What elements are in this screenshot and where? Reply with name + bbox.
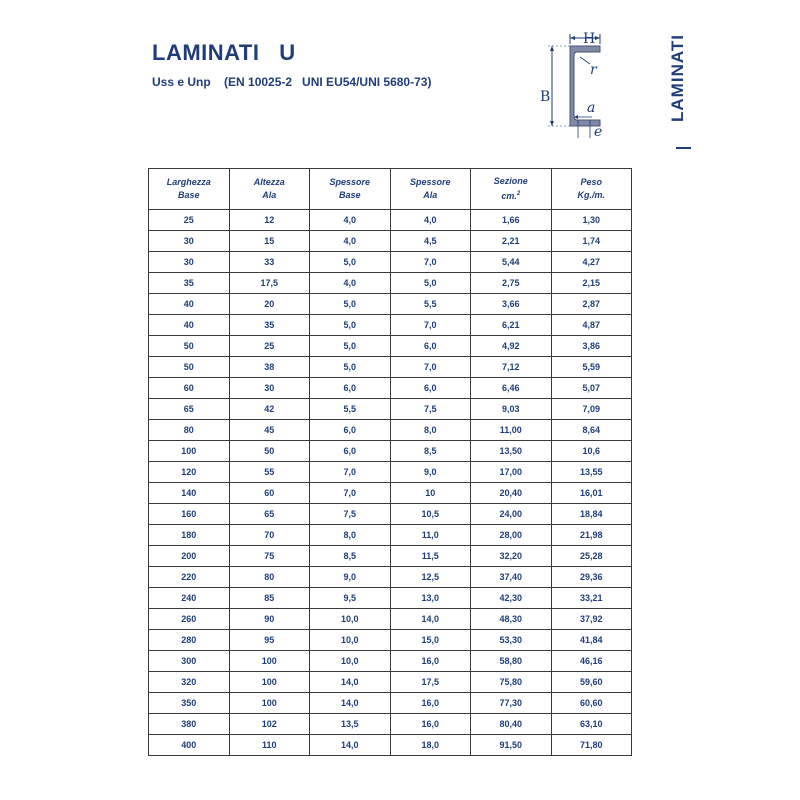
table-row — [149, 693, 632, 714]
table-cell: 50 — [149, 357, 230, 378]
table-cell: 25 — [229, 336, 310, 357]
table-cell: 102 — [229, 714, 310, 735]
table-cell: 5,0 — [390, 273, 471, 294]
table-cell: 3,86 — [551, 336, 632, 357]
table-cell: 25 — [149, 210, 230, 231]
table-cell: 10,0 — [310, 609, 391, 630]
table-cell: 65 — [229, 504, 310, 525]
table-cell: 5,0 — [310, 357, 391, 378]
table-cell: 71,80 — [551, 735, 632, 756]
table-cell: 37,40 — [471, 567, 552, 588]
table-row — [149, 441, 632, 462]
table-cell: 5,0 — [310, 294, 391, 315]
side-label-underline — [676, 147, 691, 149]
table-cell: 75,80 — [471, 672, 552, 693]
table-cell: 30 — [149, 252, 230, 273]
table-cell: 7,0 — [310, 462, 391, 483]
table-cell: 16,0 — [390, 714, 471, 735]
table-cell: 7,5 — [310, 504, 391, 525]
table-cell: 2,15 — [551, 273, 632, 294]
table-cell: 80 — [229, 567, 310, 588]
label-r: r — [590, 62, 597, 78]
table-cell: 37,92 — [551, 609, 632, 630]
table-cell: 140 — [149, 483, 230, 504]
table-cell: 41,84 — [551, 630, 632, 651]
table-cell: 4,0 — [310, 273, 391, 294]
table-cell: 40 — [149, 294, 230, 315]
column-header: Spessore Ala — [390, 169, 471, 210]
table-row — [149, 462, 632, 483]
table-cell: 25,28 — [551, 546, 632, 567]
page-title: LAMINATI U — [152, 40, 296, 65]
table-cell: 14,0 — [310, 693, 391, 714]
table-cell: 8,5 — [310, 546, 391, 567]
table-cell: 8,0 — [310, 525, 391, 546]
table-cell: 4,0 — [310, 210, 391, 231]
table-row — [149, 336, 632, 357]
column-header: Peso Kg./m. — [551, 169, 632, 210]
table-cell: 100 — [229, 693, 310, 714]
table-cell: 11,5 — [390, 546, 471, 567]
label-h: H — [583, 31, 596, 47]
table-cell: 100 — [149, 441, 230, 462]
column-header: Larghezza Base — [149, 169, 230, 210]
table-cell: 4,27 — [551, 252, 632, 273]
table-cell: 7,0 — [310, 483, 391, 504]
table-row — [149, 420, 632, 441]
table-cell: 10,0 — [310, 651, 391, 672]
table-cell: 2,75 — [471, 273, 552, 294]
table-cell: 17,5 — [390, 672, 471, 693]
table-cell: 1,66 — [471, 210, 552, 231]
table-cell: 70 — [229, 525, 310, 546]
table-row — [149, 672, 632, 693]
table-row — [149, 651, 632, 672]
table-cell: 33 — [229, 252, 310, 273]
table-cell: 100 — [229, 651, 310, 672]
table-cell: 30 — [149, 231, 230, 252]
table-cell: 4,87 — [551, 315, 632, 336]
table-cell: 100 — [229, 672, 310, 693]
table-cell: 6,46 — [471, 378, 552, 399]
table-cell: 6,0 — [310, 441, 391, 462]
profile-table — [148, 168, 632, 756]
table-cell: 38 — [229, 357, 310, 378]
table-cell: 5,5 — [390, 294, 471, 315]
table-cell: 10,0 — [310, 630, 391, 651]
table-cell: 13,55 — [551, 462, 632, 483]
table-row — [149, 357, 632, 378]
table-cell: 8,64 — [551, 420, 632, 441]
table-cell: 5,59 — [551, 357, 632, 378]
table-cell: 240 — [149, 588, 230, 609]
column-header: Spessore Base — [310, 169, 391, 210]
table-cell: 18,84 — [551, 504, 632, 525]
table-cell: 5,0 — [310, 315, 391, 336]
table-cell: 85 — [229, 588, 310, 609]
table-row — [149, 210, 632, 231]
table-row — [149, 630, 632, 651]
table-cell: 80 — [149, 420, 230, 441]
table-cell: 60,60 — [551, 693, 632, 714]
table-cell: 20,40 — [471, 483, 552, 504]
table-cell: 48,30 — [471, 609, 552, 630]
table-cell: 53,30 — [471, 630, 552, 651]
table-row — [149, 483, 632, 504]
table-cell: 180 — [149, 525, 230, 546]
table-cell: 7,09 — [551, 399, 632, 420]
table-cell: 58,80 — [471, 651, 552, 672]
table-cell: 2,21 — [471, 231, 552, 252]
table-cell: 17,5 — [229, 273, 310, 294]
u-channel-diagram — [540, 26, 630, 154]
table-cell: 29,36 — [551, 567, 632, 588]
table-cell: 14,0 — [310, 672, 391, 693]
table-cell: 120 — [149, 462, 230, 483]
table-cell: 9,0 — [390, 462, 471, 483]
label-a: a — [587, 100, 596, 116]
table-cell: 77,30 — [471, 693, 552, 714]
table-cell: 5,07 — [551, 378, 632, 399]
table-row — [149, 399, 632, 420]
table-cell: 10,5 — [390, 504, 471, 525]
table-cell: 33,21 — [551, 588, 632, 609]
table-cell: 91,50 — [471, 735, 552, 756]
table-cell: 350 — [149, 693, 230, 714]
table-cell: 46,16 — [551, 651, 632, 672]
table-cell: 12 — [229, 210, 310, 231]
table-row — [149, 273, 632, 294]
table-cell: 6,0 — [310, 420, 391, 441]
table-row — [149, 294, 632, 315]
table-cell: 4,92 — [471, 336, 552, 357]
table-cell: 300 — [149, 651, 230, 672]
table-cell: 380 — [149, 714, 230, 735]
column-header: Altezza Ala — [229, 169, 310, 210]
table-cell: 160 — [149, 504, 230, 525]
table-row — [149, 525, 632, 546]
table-cell: 20 — [229, 294, 310, 315]
table-row — [149, 567, 632, 588]
table-cell: 7,12 — [471, 357, 552, 378]
table-row — [149, 252, 632, 273]
u-channel-profile — [570, 46, 600, 126]
table-cell: 7,0 — [390, 357, 471, 378]
table-cell: 1,30 — [551, 210, 632, 231]
table-cell: 280 — [149, 630, 230, 651]
table-row — [149, 609, 632, 630]
table-cell: 6,0 — [390, 336, 471, 357]
table-cell: 21,98 — [551, 525, 632, 546]
table-row — [149, 504, 632, 525]
table-cell: 15,0 — [390, 630, 471, 651]
table-cell: 13,50 — [471, 441, 552, 462]
table-cell: 220 — [149, 567, 230, 588]
table-cell: 40 — [149, 315, 230, 336]
label-e: e — [594, 124, 603, 140]
table-cell: 4,5 — [390, 231, 471, 252]
table-cell: 200 — [149, 546, 230, 567]
table-cell: 9,0 — [310, 567, 391, 588]
table-row — [149, 714, 632, 735]
table-cell: 18,0 — [390, 735, 471, 756]
table-cell: 8,0 — [390, 420, 471, 441]
table-cell: 16,0 — [390, 651, 471, 672]
table-cell: 110 — [229, 735, 310, 756]
table-cell: 2,87 — [551, 294, 632, 315]
table-cell: 95 — [229, 630, 310, 651]
side-label: LAMINATI — [668, 34, 688, 122]
table-row — [149, 735, 632, 756]
table-cell: 50 — [229, 441, 310, 462]
table-cell: 42,30 — [471, 588, 552, 609]
table-cell: 14,0 — [310, 735, 391, 756]
table-cell: 59,60 — [551, 672, 632, 693]
table-cell: 12,5 — [390, 567, 471, 588]
table-row — [149, 546, 632, 567]
table-cell: 1,74 — [551, 231, 632, 252]
table-cell: 6,21 — [471, 315, 552, 336]
table-cell: 42 — [229, 399, 310, 420]
table-cell: 5,0 — [310, 336, 391, 357]
table-cell: 13,5 — [310, 714, 391, 735]
table-cell: 10,6 — [551, 441, 632, 462]
table-row — [149, 315, 632, 336]
table-cell: 30 — [229, 378, 310, 399]
table-cell: 3,66 — [471, 294, 552, 315]
page-subtitle: Uss e Unp (EN 10025-2 UNI EU54/UNI 5680-73) — [152, 75, 432, 89]
table-cell: 11,0 — [390, 525, 471, 546]
table-cell: 8,5 — [390, 441, 471, 462]
table-cell: 5,5 — [310, 399, 391, 420]
table-cell: 35 — [149, 273, 230, 294]
table-cell: 15 — [229, 231, 310, 252]
column-header: Sezione cm.$^2$ — [471, 169, 552, 210]
table-cell: 90 — [229, 609, 310, 630]
table-cell: 6,0 — [310, 378, 391, 399]
table-cell: 4,0 — [390, 210, 471, 231]
table-cell: 16,01 — [551, 483, 632, 504]
table-cell: 320 — [149, 672, 230, 693]
table-cell: 55 — [229, 462, 310, 483]
table-cell: 60 — [229, 483, 310, 504]
table-cell: 7,5 — [390, 399, 471, 420]
table-cell: 24,00 — [471, 504, 552, 525]
table-cell: 7,0 — [390, 315, 471, 336]
table-cell: 28,00 — [471, 525, 552, 546]
table-cell: 32,20 — [471, 546, 552, 567]
table-row — [149, 231, 632, 252]
table-cell: 60 — [149, 378, 230, 399]
table-cell: 50 — [149, 336, 230, 357]
table-cell: 45 — [229, 420, 310, 441]
label-b: B — [540, 89, 551, 105]
table-cell: 260 — [149, 609, 230, 630]
table-cell: 9,5 — [310, 588, 391, 609]
table-cell: 5,44 — [471, 252, 552, 273]
table-cell: 35 — [229, 315, 310, 336]
table-cell: 65 — [149, 399, 230, 420]
table-header-row — [149, 169, 632, 210]
table-cell: 17,00 — [471, 462, 552, 483]
table-cell: 11,00 — [471, 420, 552, 441]
table-cell: 75 — [229, 546, 310, 567]
table-cell: 7,0 — [390, 252, 471, 273]
table-cell: 9,03 — [471, 399, 552, 420]
table-cell: 6,0 — [390, 378, 471, 399]
table-cell: 4,0 — [310, 231, 391, 252]
table-cell: 10 — [390, 483, 471, 504]
table-cell: 400 — [149, 735, 230, 756]
table-cell: 14,0 — [390, 609, 471, 630]
table-row — [149, 378, 632, 399]
table-cell: 16,0 — [390, 693, 471, 714]
table-cell: 5,0 — [310, 252, 391, 273]
table-row — [149, 588, 632, 609]
table-cell: 80,40 — [471, 714, 552, 735]
table-cell: 13,0 — [390, 588, 471, 609]
table-cell: 63,10 — [551, 714, 632, 735]
